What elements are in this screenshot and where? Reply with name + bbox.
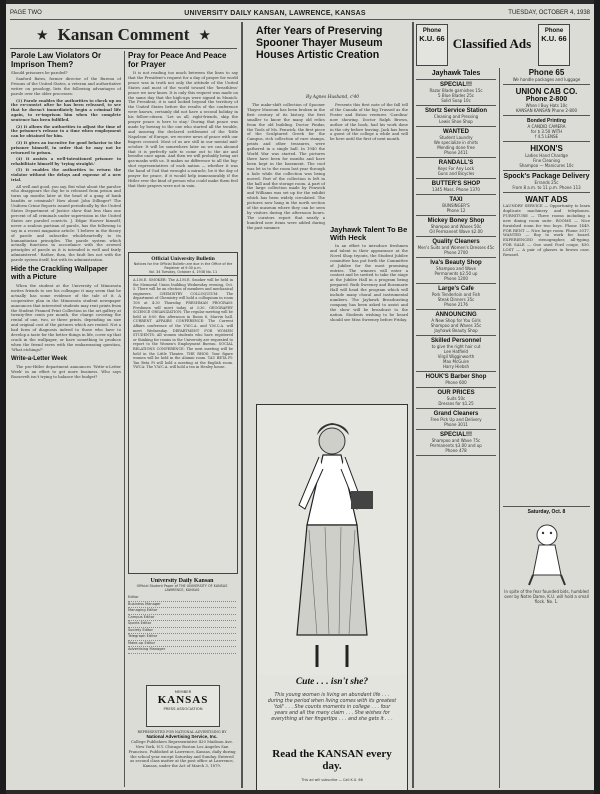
staff-row: Make-up Editor [128, 641, 236, 648]
classified-ad [416, 388, 496, 409]
fashion-small: This ad will subscribe — Call K.U. 66 [301, 778, 363, 782]
classified-phone-box-left [416, 24, 448, 66]
ad-line: Phone 600 [445, 380, 467, 385]
classified-ad [416, 372, 496, 388]
lead-line: We handle packages and luggage [512, 77, 581, 82]
point-item: (4) It assists a well-intentioned prisoner to rehabilitate himself by 'trying straight.' [11, 156, 121, 166]
ad-title: Large's Cafe [438, 286, 474, 292]
column-rule [412, 22, 414, 788]
staff-title: University Daily Kansan [150, 578, 214, 584]
camera-ad [503, 115, 590, 139]
page-number: PAGE TWO [10, 10, 42, 16]
hixon-ad [503, 141, 590, 168]
column-rule [241, 22, 243, 788]
school-title: Saturday, Oct. 8 [527, 509, 566, 515]
want-ads [503, 192, 590, 504]
ad-title: Jayhawk Tales [431, 70, 481, 77]
staff-row: Telegraph Editor [128, 634, 236, 641]
seal-name: KANSAS [157, 694, 209, 706]
ad-line: BUNSINGER'S [442, 203, 470, 208]
official-bulletin-box [128, 252, 238, 574]
camera-line: for $ 3.50 WITH [530, 129, 563, 134]
star-icon: ★ [199, 27, 211, 42]
ad-line: Steak Dinners 35c [437, 297, 475, 302]
classified-ad [416, 237, 496, 258]
staff-row: Advertising Manager [128, 647, 236, 654]
ad-title: HOUK'S Barber Shop [425, 374, 487, 380]
ad-line: Phone 2411 [444, 150, 468, 155]
ad-title: Quality Cleaners [432, 239, 480, 245]
banner-title: Kansan Comment [57, 25, 190, 44]
seal-bottom: PRESS ASSOCIATION [163, 706, 203, 711]
staff-row: Managing Editor [128, 608, 236, 615]
paragraph: The make-shift collection of Spooner Thayer Museum has been broken in the first century of its history, the first smaller to know the many old relics from the old building. Doctor Pindar, the Tools of Ms. Fenwick, the first piece of the Sculptured Greek for the Campus, rich collection of rare stamps, prints and other treasures, were gathered in a single hall. In 1940 the World War was started. The pictures there have been for months and have been kept in the basement. The roof was let in to the room last year through a hole while the collection was being moved. Part of the collection is left in the hall and the storage room. A part of the large collection made by Fenwick and Williams was set up for the exhibit which has been widely circulated. The pictures now hang in the north section of the museum where they can be seen by visitors during the afternoon hours. The curators report that nearly a hundred new items were added during the past summer. [247, 103, 325, 230]
ad-line: Phone 1200 [444, 276, 468, 281]
paragraph: When the student at the University of Minnesota invites friends to see his colleague it may seem that he actually has some evidence of the tale of it. A cooperative plan in the Minnesota student newspaper announces that interested students may rent prints from the Student Framed Print Collection in the art gallery at twenty-five cents per month, the charge covering the rental of one, two, or three prints, depending on size and original cost of the pictures which are rented. Not a bad form of diagnosis indeed to those who have to develop a taste for the better things in life, cover up that crack in the wallpaper, or have something to produce when the friend raves with the embarrassing question, 'What etchings?' [11, 283, 121, 352]
phone-number: K.U. 66 [419, 34, 445, 43]
ad-title: ANNOUNCING [435, 312, 477, 318]
feature-column-1 [247, 103, 325, 399]
ad-title: RANDALL'S [438, 160, 474, 166]
star-icon: ★ [36, 27, 48, 42]
classified-ad [416, 216, 496, 237]
ad-line: Shampoo and Waves 35c [430, 323, 482, 328]
classified-ads-column [416, 68, 496, 788]
spock-ad [503, 170, 590, 190]
ad-line: Lewis Shoe Shop [439, 119, 473, 124]
hixon-line: Ladies Hand Chardge [525, 153, 568, 158]
ad-line: Max McGuire [443, 359, 469, 364]
ad-line: Guns and Bicycles [437, 171, 475, 176]
headline-parole: Parole Law Violators Or Imprison Them? [11, 51, 102, 69]
bulletin-body: A.I.M.E. SMOKER: The A.I.M.E. Smoker will be held in the Memorial Union building Wednesday evening, Oct. 5. There will be an election of members and mechanical engineers. CHEMISTRY COLLOQUIUM: The department of Chemistry will hold a colloquium in room 108 at 4:30 Thursday. FRESHMAN PROGRAM: Freshmen will meet today at 3:30. GEOGRAPHY SCIENCE ORGANIZATION: The regular meeting will be held at 8:00 this afternoon in Room 6, Marvin hall. CURRENT AFFAIRS CONFERENCE: The Current Affairs conference of the Y.W.C.A. and Y.M.C.A. will meet Wednesday. DEPARTMENT FOR WOMEN STUDENTS: All women students who have registered or thinking for rooms in the University are requested to report to the Women's Employment Bureau. SOCIAL RELATIONS CONFERENCE: The next meeting will be held in the Little Theatre. THE RHOS: Your figure women will be held in the Alumni room. TAU BETA PI: Tau Beta Pi will hold a meeting at the English room. YWCA: The Y.W.C.A. will hold a tea in Henley house. [133, 278, 233, 370]
classified-ad [416, 127, 496, 158]
ad-line: Phone 2700 [444, 250, 468, 255]
ad-title: SPECIAL!!! [440, 432, 472, 438]
ad-line: Free Pick Up and Delivery [430, 417, 482, 422]
staff-row: Editor [128, 595, 236, 602]
union-phone: Phone 2-800 [525, 96, 568, 103]
paragraph: Sanford Bates, former director of the Bureau of Prisons of the United States, a veteran and authoritative writer on penology, lists the following advantages of parole over the older processes: [11, 76, 121, 97]
phone-label: Phone [422, 28, 442, 34]
school-mascot-ad [503, 506, 590, 659]
paragraph: All well and good, you say. But what about the parolee who disappears the day he is released from prison and turns up months later at the head of a gang of bank bandits or criminals? How about John Dillinger? The Uniform Crime Reports issued periodically by the United States Department of Justice show that less than one percent of all criminals under supervision in the United States are paroled convicts. J. Edgar Hoover himself, never a zealous partisan of parole, has the following to say in a recent magazine article: 'I believe in the theory of parole and subscribe wholeheartedly to its humanitarian principles. The parole system which actually functions in accordance with the avowed principles of parole as it is intended is well and fairly administered.' Rather, then, the fault lies not with the parole system itself, but with its administration. [11, 183, 121, 263]
spock-line: From 8 a.m. to 11 p.m. Phone 113 [512, 185, 581, 190]
ad-line: Phone 3011 [444, 422, 468, 427]
phone-65: Phone 65 [528, 68, 565, 77]
classified-ad [416, 106, 496, 127]
point-item: (5) It enables the authorities to return the violator without the delays and expense of a new trial. [11, 167, 121, 183]
fashion-body: This young woman is living an abundant life . . . during the period when living comes with its greatest 'toll' . . . She counts moments in college . . . four years and all the many claim . . . She wishes for everything at her fingertips . . . and she gets it . . . [267, 693, 397, 722]
ad-line: Dresses for $1.25 [438, 401, 474, 406]
ad-line: Phone 2176 [444, 302, 468, 307]
jayhawk-talent-article [330, 226, 408, 400]
spock-line: Errands 25c [534, 180, 559, 185]
classified-ad [416, 179, 496, 195]
editorial-column-2 [128, 51, 238, 247]
adv-title: REPRESENTED FOR NATIONAL ADVERTISING BY [137, 730, 227, 734]
woman-figure-illustration [257, 405, 407, 675]
ad-line: Shampoo and Wave [436, 266, 476, 271]
issue-date: TUESDAY, OCTOBER 4, 1938 [508, 10, 590, 16]
ad-line: Men's Suits and Women's Dresses 45c [417, 245, 495, 250]
ad-line: We specialize in shirts [433, 140, 479, 145]
banner-rule [10, 48, 237, 49]
ad-line: Shampoo and Waves 50c [430, 224, 482, 229]
classified-ad [416, 284, 496, 310]
ad-line: Oil Permanent Wave $2.00 [429, 229, 483, 234]
masthead [10, 7, 590, 20]
ad-line: Jayhawk Beauty Shop [434, 328, 478, 333]
classified-ad [416, 258, 496, 284]
classified-title: Classified Ads [452, 36, 532, 51]
union-line: KANSAN KANSAN Phone 2-800 [515, 108, 578, 113]
right-film-border [594, 0, 600, 794]
paragraph: The pro-Hitler department announces 'Write-a-Letter Week' in an effort to get more business. Who says Roosevelt isn't trying to balance the budget? [11, 363, 121, 379]
ad-line: Phone 12 [446, 208, 466, 213]
ad-title: Mickey Boney Shop [427, 218, 485, 224]
paragraph: Presents this first note of the fall tell of the Canada of the big Trussed as the Foster and Eaton ventures 'Carolina' now showing. Doctor Ralph Brown, author of the book, had his work done in the city before leaving. Jack has been a guest of the college a while and will be here until the first of next month. [330, 103, 408, 142]
union-title: UNION CAB CO. [515, 87, 578, 96]
adv-body: College Publishers Representative 420 Madison Ave. New York, N.Y. Chicago Boston Los Angeles San Francisco. Published at Lawrence, Kansas, daily during the school year except Saturday and Sunday. Entered as second class matter at the post office at Lawrence, Kansas, under the Act of March 3, 1879. [128, 738, 236, 769]
headline-peace: Pray for Peace And Peace for Prayer [128, 51, 227, 69]
ad-line: Student Laundry [439, 135, 473, 140]
ad-title: OUR PRICES [437, 390, 475, 396]
ad-title: Stortz Service Station [424, 108, 487, 114]
phone-number: K.U. 66 [541, 34, 567, 43]
mascot-illustration [517, 517, 577, 587]
camera-title: Bonded Printing [527, 118, 566, 124]
staff-list [128, 595, 236, 654]
ad-line: Shampoo and Wave 75c [431, 438, 481, 443]
classified-ad [416, 336, 496, 372]
ad-line: A New Shop for You Girls [431, 318, 481, 323]
camera-line: A CANDID CAMERA [527, 124, 566, 129]
camera-line: f 4.5 LENSE [534, 134, 559, 139]
ad-title: WANTED [443, 129, 469, 135]
hixon-title: HIXON'S [530, 144, 563, 153]
feature-byline: By Agnes Husband, c'40 [305, 95, 360, 100]
ad-line: Virgil Wigginworth [437, 354, 475, 359]
ad-line: 1345 Mass. Phone 1370 [432, 187, 480, 192]
paper-title: UNIVERSITY DAILY KANSAN, LAWRENCE, KANSAS [184, 9, 366, 17]
ad-line: Phone 478 [445, 448, 467, 453]
fashion-ad [256, 404, 408, 790]
paragraph: In an effort to introduce freshmen and talent in their appearance at the Novel Shop tryouts, the Student Jubilee committee has put forth the Committee of Jubilee for the most promising entries. The winners will enter a contest and be invited to take the stage at the Jubilee Hall in a program being prepared. Ruth Sweeney and Rosemarie Hall will head the program which will include many choral and instrumental numbers. The Jayhawk Broadcasting company has been asked to assist and the show will be broadcast to the nation. Students wishing to be heard should see Miss Sweeney before Friday. [330, 243, 408, 322]
column-rule [499, 68, 500, 788]
classified-ad [416, 68, 496, 80]
ad-line: to give the right hair cut [431, 344, 481, 349]
ad-title: TAXI [449, 197, 463, 203]
point-item: (1) Parole enables the authorities to check up on the ex-convict after he has been released, to see that he doesn't immediately begin a criminal life again, to re-imprison him when the complete sentence has been fulfilled. [11, 97, 121, 123]
want-ads-title: WANT ADS [525, 195, 568, 204]
editorial-column-1 [11, 51, 121, 787]
staff-row: Campus Editor [128, 615, 236, 622]
paragraph: It is not reading too much between the lines to say that the President's request for a day of prayer for world peace was in truth not only the attitude of the United States and most of the world toward the 'breathless' peace we now know. It is only this request was made on the same day that the high-ups were signed in Munich. The President, it is said looked beyond the territory of the United States before the results of the conference were known, certainly did not have a second holiday in his follow-citizen. 'Let us all, right-friends, skip the prayer peace is here to stay.' During that peace was made by bowing to the one who started all the trouble, and insuring the declared settlement of the 'little Napoleon' of Europe, we receive news of peace with our fingers crossed. Most of us are still in our mental mid-october. It will be somewhere later on we can abound that it is perfectly safe to come out to the air and breathe once again. And then we will probably bring out gas-masks with us. It makes no difference to all the big-shot representatives of each nation — whether it was the hand of God that wrought a miracle, be it the day of prayer for peace, if it would help immeasurably if the Hitler ever the kind of person who could make them feel that their prayers were not in vain. [128, 70, 238, 188]
ad-title: BUTTER'S SHOP [431, 181, 481, 187]
staff-row: Society Editor [128, 628, 236, 635]
ad-line: Keys For Any Lock [437, 166, 475, 171]
classified-ad [416, 430, 496, 456]
hixon-line: Fine Cleaning [533, 158, 560, 163]
ad-line: Lee Hatfield [443, 349, 468, 354]
staff-sub: Official Student Paper of THE UNIVERSITY OF KANSAS LAWRENCE, KANSAS [136, 584, 228, 592]
classified-phone-box-right [538, 24, 570, 66]
seal-top: MEMBER [174, 689, 192, 694]
column-rule [124, 51, 125, 787]
adv-name: National Advertising Service, Inc. [146, 733, 218, 739]
headline-wallpaper: Hide the Crackling Wallpaper with a Picture [11, 266, 108, 282]
classified-ad [416, 158, 496, 179]
paragraph: Should prisoners be paroled? [11, 70, 68, 75]
staff-row: Sports Editor [128, 621, 236, 628]
union-cab-ad [503, 84, 590, 113]
newspaper-page [6, 4, 594, 790]
point-item: (3) It gives an incentive for good behavior to the prisoner himself, in order that he may not be returned to prison. [11, 139, 121, 155]
ad-line: Cleaning and Pressing [433, 114, 479, 119]
bulletin-title: Official University Bulletin [151, 256, 215, 262]
fashion-heading: Cute . . . isn't she? [295, 677, 369, 687]
school-body: In spite of the fear founded bids, humbled over by Notre Dame, K.U. will hold a small flock. No. 1. [504, 589, 589, 604]
bulletin-volume: Vol. 34 Tuesday, October 4, 1938 No. 11 [129, 270, 237, 276]
ad-title: Grand Cleaners [433, 411, 479, 417]
ad-line: Solid Soap 10c [441, 98, 471, 103]
classified-ad [416, 310, 496, 336]
member-press-seal [146, 685, 220, 727]
ad-line: Pork Tenderloin and Fish [431, 292, 481, 297]
classified-ad [416, 80, 496, 106]
point-item: (2) It allows the authorities to adjust the time of the prisoner's release to a time when employment can be obtained for him. [11, 123, 121, 139]
jayhawk-tales-continued [330, 103, 408, 223]
kansan-staff-box [128, 578, 236, 678]
classified-ad [416, 409, 496, 430]
ad-line: Razor Blade garnishes 15c [429, 88, 483, 93]
ad-title: SPECIAL!!! [440, 82, 472, 88]
ad-line: Suits 50c [446, 396, 466, 401]
kansan-comment-banner [10, 24, 237, 46]
ad-line: Harry Hiebsh [442, 364, 470, 369]
classified-ads-title [448, 24, 536, 64]
ad-line: 5 Blue Blades 25c [438, 93, 474, 98]
ad-title: Skilled Personnel [430, 338, 482, 344]
headline-jayhawk-talent: Jayhawk Talent To Be With Heck [330, 226, 408, 242]
staff-row: Business Manager [128, 602, 236, 609]
bulletin-notice: Notices for the Official Bulletin are due in the Office of the Registrar at 9:30 p.m. [133, 262, 233, 270]
hixon-line: Shampoo — Manicures 10c [519, 163, 574, 168]
ad-line: Permanents $3.00 and up [430, 443, 482, 448]
classified-ad [416, 195, 496, 216]
fashion-cta: Read the KANSAN every day. [272, 748, 392, 772]
headline-write-letter: Write-a-Letter Week [11, 355, 68, 362]
ad-line: Mending done free [437, 145, 475, 150]
national-advertising [128, 730, 236, 788]
ad-line: Permanents $2.50 up [434, 271, 478, 276]
want-ads-body: LAUNDRY SERVICE — Opportunity to learn duplicate machinery and telephones. FURNITURE — Three rooms including a new dining room suite. ROOMS — Nice furnished room for two boys. Phone 1449. FOR RENT — Nice large room. Phone 2017. WANTED — Boy to work for board. EXPERIENCED stenographer, all-typing. FOR SALE — One used Ford coupe, $50. LOST — A pair of glasses in brown case. Reward. [503, 204, 590, 258]
ad-title: Iva's Beauty Shop [430, 260, 482, 266]
phone-label: Phone [544, 28, 564, 34]
spock-title: Spock's Package Delivery [503, 173, 590, 180]
union-line: When I Buy Hats 10c [525, 103, 568, 108]
feature-headline: After Years of Preserving Spooner Thayer Museum Houses Artistic Creation [256, 25, 383, 61]
right-ads-column [503, 68, 590, 788]
